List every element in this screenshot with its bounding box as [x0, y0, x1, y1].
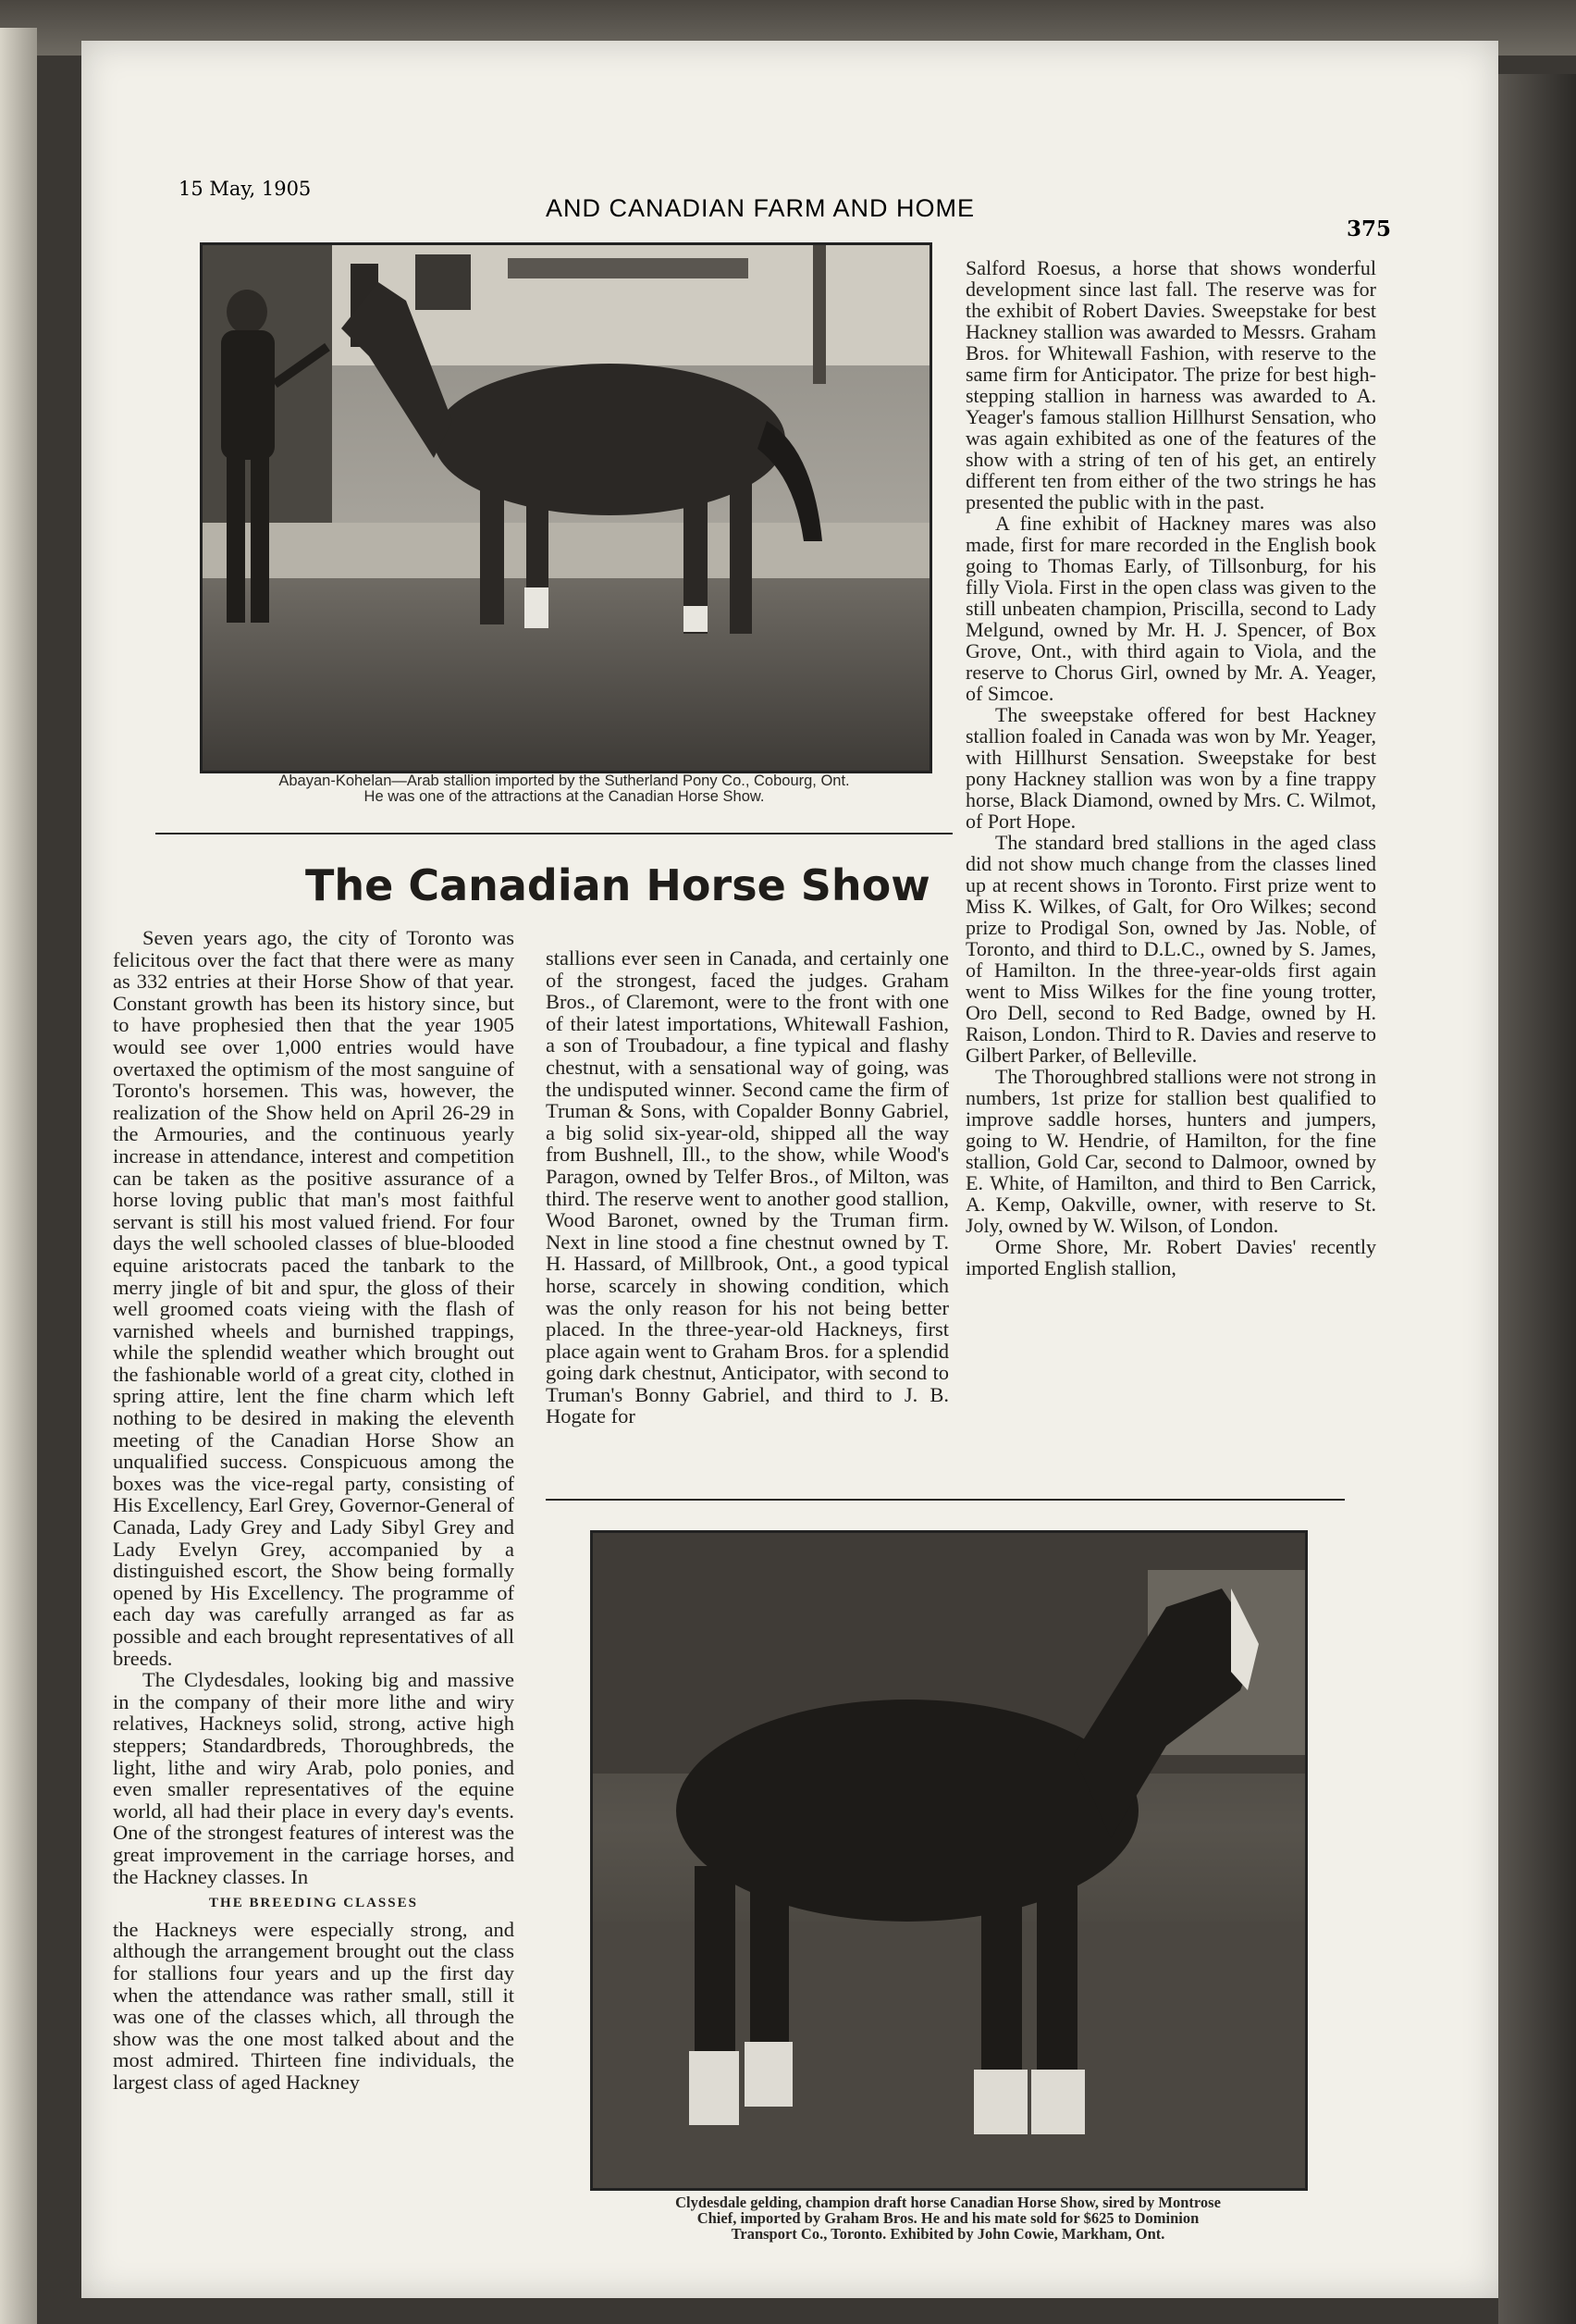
page-number: 375	[1347, 216, 1392, 241]
article-column-1	[113, 927, 514, 2093]
col3-paragraph-6: Orme Shore, Mr. Robert Davies' recently imported English stallion,	[966, 1235, 1376, 1279]
col3-paragraph-1: Salford Roesus, a horse that shows wonderful development since last fall. The reserve was for the exhibit of Robert Davies. Sweepstake for best Hackney stallion was awarded to Messrs. Graham Bros. for Whitewall Fashion, with reserve to the same firm for Anticipator. The prize for best high-stepping stallion in harness was awarded to A. Yeager's famous stallion Hillhurst Sensation, who was again exhibited as one of the features of the show with a string of ten of his get, an entirely different ten from either of the two strings he has presented the public with in the past.	[966, 256, 1376, 513]
article-column-2	[546, 947, 949, 1428]
col3-paragraph-2: A fine exhibit of Hackney mares was also made, first for mare recorded in the English book going to Thomas Early, of Tillsonburg, for his filly Viola. First in the open class was given to the still unbeaten champion, Priscilla, second to Lady Melgund, owned by Mr. H. J. Spencer, of Box Grove, Ont., with third again to Viola, and the reserve to Chorus Girl, owned by Mr. A. Yeager, of Simcoe.	[966, 512, 1376, 705]
bottom-caption-line1: Clydesdale gelding, champion draft horse Canadian Horse Show, sired by Montrose	[675, 2194, 1221, 2211]
top-section-rule	[155, 833, 953, 834]
top-caption-line2: He was one of the attractions at the Canadian Horse Show.	[363, 788, 765, 805]
col1-paragraph-3: the Hackneys were especially strong, and although the arrangement brought out the class for stallions four years and up the first day when the attendance was rather small, still it was one of the classes which, all through the show was the one most talked about and the most admired. Thirteen fine individuals, the largest class of aged Hackney	[113, 1917, 514, 2094]
arab-stallion-illustration	[203, 245, 930, 771]
top-caption-line1: Abayan-Kohelan—Arab stallion imported by the Sutherland Pony Co., Cobourg, Ont.	[278, 773, 850, 789]
header-title: AND CANADIAN FARM AND HOME	[546, 194, 976, 222]
col1-paragraph-1: Seven years ago, the city of Toronto was felicitous over the fact that there were as many as 332 entries at their Horse Show of that year. Constant growth has been its history since, but to have prophesied then that the year 1905 would see over 1,000 entries would have overtaxed the optimism of the most sanguine of Toronto's horsemen. This was, however, the realization of the Show held on April 26-29 in the Armouries, and the continuous yearly increase in attendance, interest and competition can be taken as the positive assurance of a horse loving public that man's most faithful servant is still his most valued friend. For four days the well schooled classes of blue-blooded equine aristocrats paced the tanbark to the merry jingle of bit and spur, the gloss of their well groomed coats vieing with the flash of varnished wheels and burnished trappings, while the splendid weather which brought out the fashionable world of a great city, clothed in spring attire, lent the fine charm which left nothing to be desired in making the eleventh meeting of the Canadian Horse Show an unqualified success. Conspicuous among the boxes was the vice-regal party, consisting of His Excellency, Earl Grey, Governor-General of Canada, Lady Grey and Lady Sibyl Grey and Lady Evelyn Grey, accompanied by a distinguished escort, the Show being formally opened by His Excellency. The programme of each day was carefully arranged as far as possible and each brought representatives of all breeds.	[113, 926, 514, 1670]
col1-paragraph-2: The Clydesdales, looking big and massive in the company of their more lithe and wiry relatives, Hackneys solid, strong, active high steppers; Standardbreds, Thoroughbreds, the light, lithe and wiry Arab, polo ponies, and even smaller representatives of the equine world, all had their place in every day's events. One of the strongest features of interest was the great improvement in the carriage horses, and the Hackney classes. In	[113, 1668, 514, 1888]
bottom-photo-caption	[555, 2194, 1341, 2242]
article-title: The Canadian Horse Show	[305, 860, 930, 910]
scan-right-edge	[1498, 74, 1576, 2324]
clydesdale-illustration	[593, 1533, 1305, 2188]
bottom-caption-line2: Chief, imported by Graham Bros. He and his mate sold for $625 to Dominion	[696, 2209, 1200, 2227]
col3-paragraph-4: The standard bred stallions in the aged class did not show much change from the classes lined up at recent shows in Toronto. First prize went to Miss K. Wilkes, of Galt, for Oro Wilkes; second prize to Prodigal Son, owned by Jas. Noble, of Toronto, and third to D.L.C., owned by S. James, of Hamilton. In the three-year-olds first again went to Miss Wilkes for the fine young trotter, Oro Dell, second to Red Badge, owned by H. Raison, London. Third to R. Davies and reserve to Gilbert Parker, of Belleville.	[966, 831, 1376, 1067]
bottom-section-rule	[546, 1499, 1345, 1501]
arab-stallion-photo	[200, 242, 932, 773]
scan-left-edge	[0, 28, 37, 2324]
clydesdale-photo	[590, 1530, 1308, 2191]
bottom-caption-line3: Transport Co., Toronto. Exhibited by John Cowie, Markham, Ont.	[731, 2225, 1165, 2243]
top-photo-caption	[166, 773, 962, 805]
col3-paragraph-3: The sweepstake offered for best Hackney stallion foaled in Canada was won by Mr. Yeager, with Hillhurst Sensation. Sweepstake for best pony Hackney stallion was won by a fine trappy horse, Black Diamond, owned by Mrs. C. Wilmot, of Port Hope.	[966, 703, 1376, 833]
header-date: 15 May, 1905	[179, 178, 312, 200]
breeding-classes-subhead: THE BREEDING CLASSES	[209, 1896, 418, 1911]
article-column-3	[966, 257, 1376, 1279]
col3-paragraph-5: The Thoroughbred stallions were not strong in numbers, 1st prize for stallion best qualified to improve saddle horses, hunters and jumpers, going to W. Hendrie, of Hamilton, for the fine stallion, Gold Car, second to Dalmoor, owned by E. White, of Hamilton, and third to Ben Carrick, A. Kemp, Oakville, owner, with reserve to St. Joly, owned by W. Wilson, of London.	[966, 1065, 1376, 1237]
col2-paragraph-1: stallions ever seen in Canada, and certainly one of the strongest, faced the judges. Graham Bros., of Claremont, were to the front with one of their latest importations, Whitewall Fashion, a son of Troubadour, a fine typical and flashy chestnut, with a sensational way of going, was the undisputed winner. Second came the firm of Truman & Sons, with Copalder Bonny Gabriel, a big solid six-year-old, shipped all the way from Bushnell, Ill., to the show, while Wood's Paragon, owned by Telfer Bros., of Milton, was third. The reserve went to another good stallion, Wood Baronet, owned by the Truman firm. Next in line stood a fine chestnut owned by T. H. Hassard, of Millbrook, Ont., a good typical horse, scarcely in showing condition, which was the only reason for his not being better placed. In the three-year-old Hackneys, first place again went to Graham Bros. for a splendid going dark chestnut, Anticipator, with second to Truman's Bonny Gabriel, and third to J. B. Hogate for	[546, 946, 949, 1428]
